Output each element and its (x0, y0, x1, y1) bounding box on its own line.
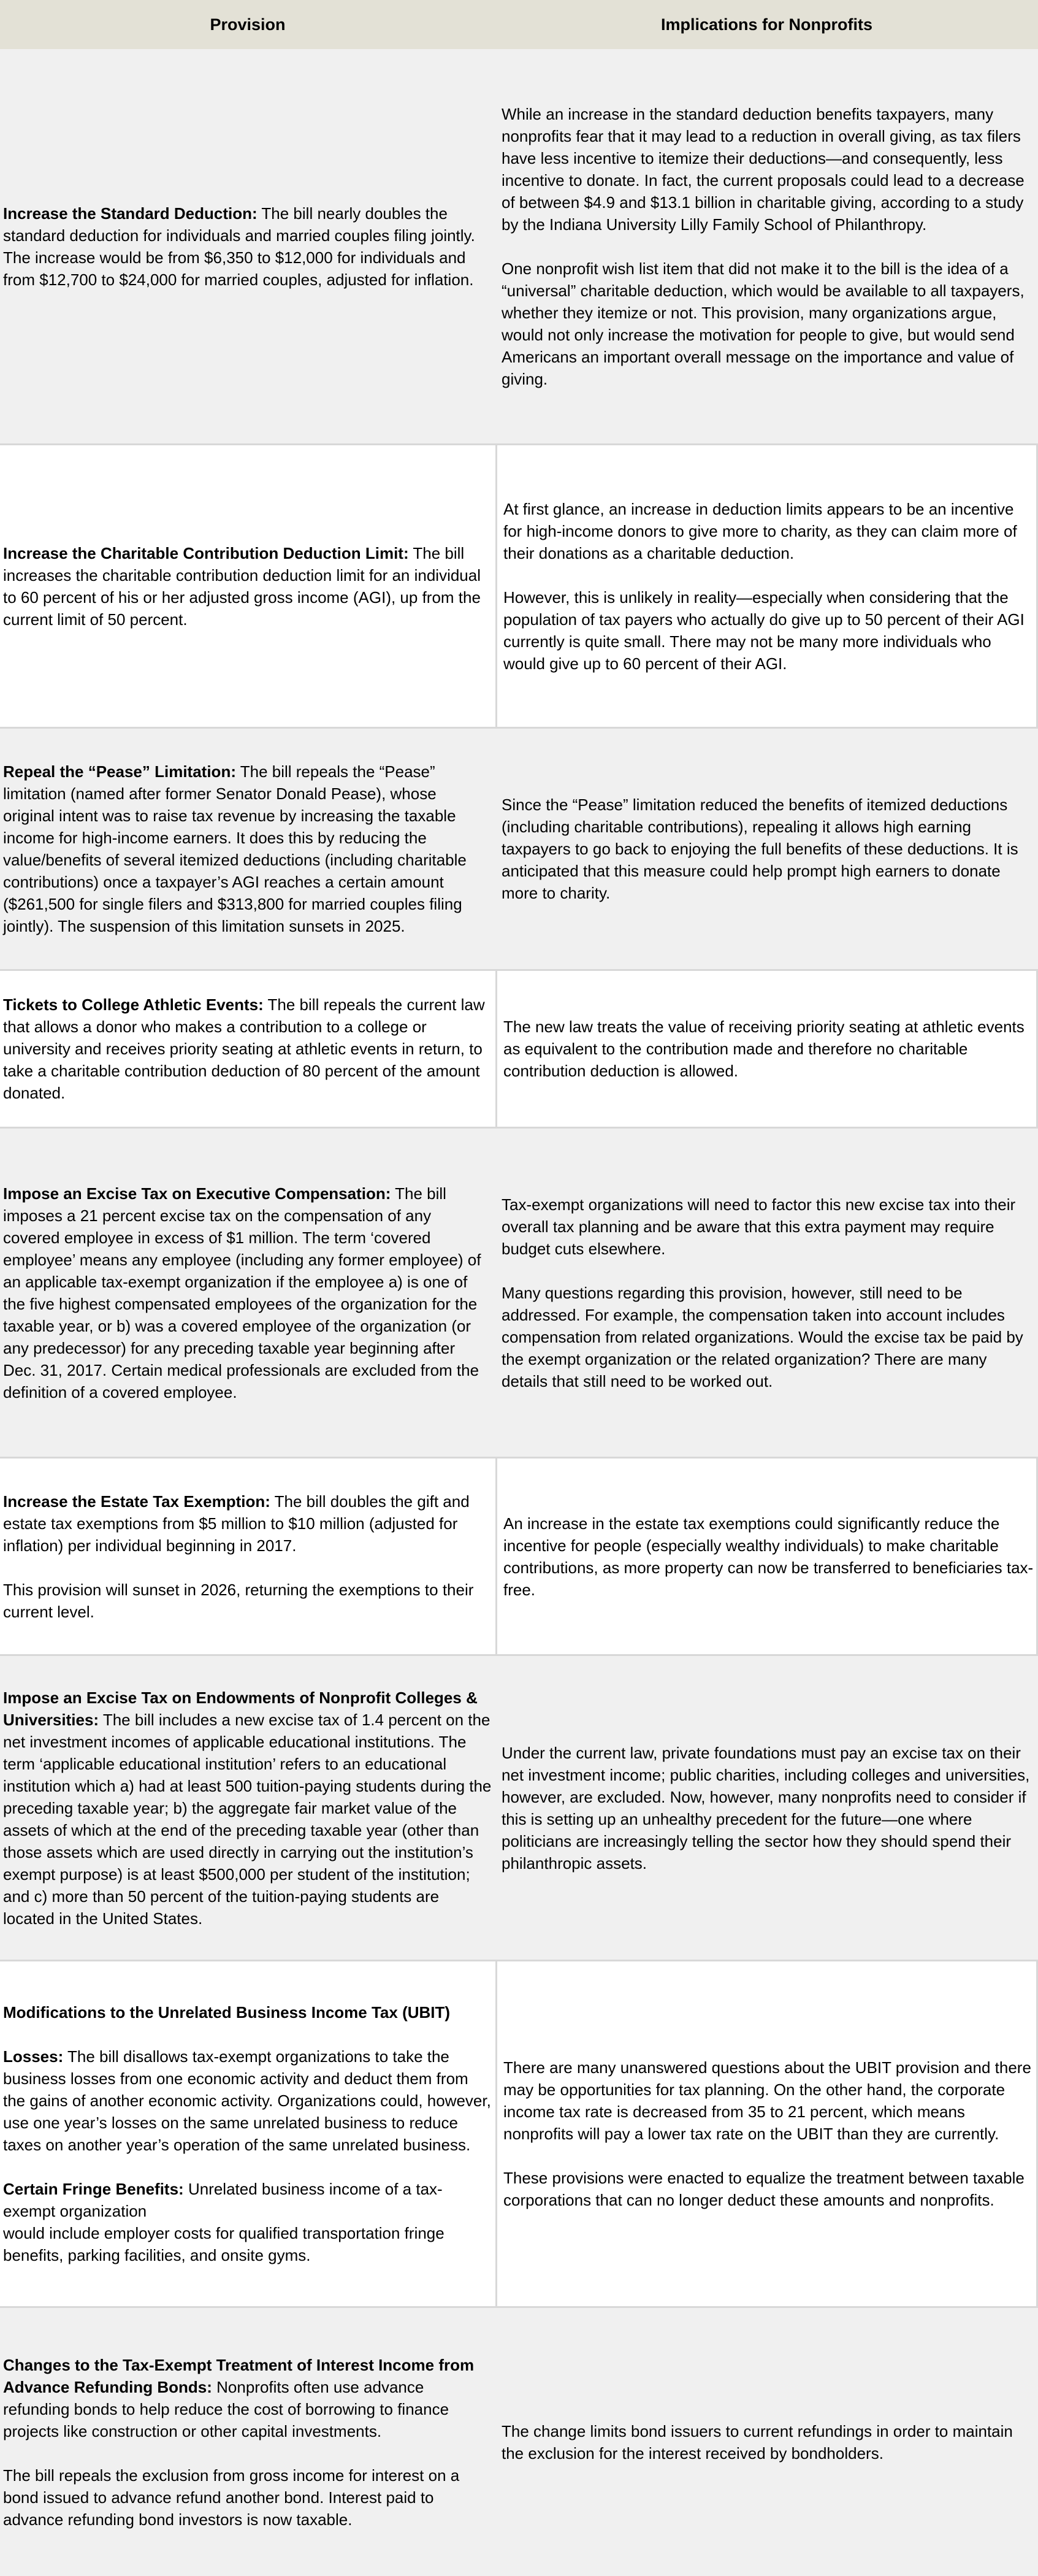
table-row (0, 969, 1038, 1129)
provision-cell (0, 971, 495, 1127)
implications-cell (495, 49, 1038, 443)
implications-column-header: Implications for Nonprofits (660, 15, 872, 34)
provision-column-header: Provision (210, 15, 286, 34)
provision-cell (0, 1129, 495, 1457)
table-row (0, 1129, 1038, 1457)
provision-title: Impose an Excise Tax on Executive Compensation: (3, 1184, 391, 1203)
implications-cell (495, 445, 1038, 727)
losses-title: Losses: (3, 2047, 64, 2066)
table-row (0, 443, 1038, 729)
provision-text: The bill repeals the current law that allows a donor who makes a contribution to a college or university and receives priority seating at athletic events in return, to take a charitable contribution deduction of 80 percent of the amount donated. (3, 995, 485, 1102)
implications-paragraph: These provisions were enacted to equalize the treatment between taxable corporations that can no longer deduct these amounts and nonprofits. (503, 2169, 1025, 2209)
provision-text: The bill disallows tax-exempt organizations to take the business losses from one economic activity and deduct them from the gains of another economic activity. Organizations could, however, use one year’s losses on the same unrelated business to reduce taxes on another year’s operation of the same unrelated business. (3, 2047, 491, 2154)
table-row (0, 729, 1038, 969)
provision-cell (0, 729, 495, 969)
implications-cell (495, 1459, 1038, 1654)
implications-cell (495, 971, 1038, 1127)
provision-title: Tickets to College Athletic Events: (3, 995, 264, 1014)
implications-cell (495, 1656, 1038, 1960)
provision-title: Modifications to the Unrelated Business Income Tax (UBIT) (3, 2003, 451, 2022)
implications-paragraph: Since the “Pease” limitation reduced the benefits of itemized deductions (including charitable contributions), repealing it allows high earning taxpayers to go back to enjoying the full benefits of these deductions. It is anticipated that this measure could help prompt high earners to donate more to charity. (502, 795, 1018, 902)
provision-cell (0, 1656, 495, 1960)
table-header (0, 0, 1038, 49)
table-row (0, 1457, 1038, 1656)
table-row (0, 1656, 1038, 1960)
implications-paragraph: The change limits bond issuers to current refundings in order to maintain the exclusion for the interest received by bondholders. (502, 2421, 1013, 2463)
provision-text: The bill imposes a 21 percent excise tax on the compensation of any covered employee in excess of $1 million. The term ‘covered employee’ means any employee (including any former employee) of an applicable tax-exempt organization if the employee a) is one of the five highest compensated employees of the organization for the taxable year, or b) was a covered employee of the organization (or any predecessor) for any preceding taxable year beginning after Dec. 31, 2017. Certain medical professionals are excluded from the definition of a covered employee. (3, 1184, 481, 1401)
implications-paragraph: There are many unanswered questions about the UBIT provision and there may be opportunities for tax planning. On the other hand, the corporate income tax rate is decreased from 35 to 21 percent, which means nonprofits will pay a lower tax rate on the UBIT than they are currently. (503, 2058, 1031, 2143)
implications-cell (495, 1129, 1038, 1457)
provision-title: Increase the Estate Tax Exemption: (3, 1492, 270, 1511)
provision-text: Unrelated business income of a tax-exempt organization (3, 2180, 443, 2220)
table-row (0, 1960, 1038, 2308)
provision-text: The bill repeals the “Pease” limitation (named after former Senator Donald Pease), whose original intent was to raise tax revenue by increasing the taxable income for high-income earners. It does this by reducing the value/benefits of several itemized deductions (including charitable contributions) once a taxpayer’s AGI reaches a certain amount ($261,500 for single filers and $313,800 for married couples filing jointly). The suspension of this limitation sunsets in 2025. (3, 762, 467, 935)
provision-text: The bill nearly doubles the standard deduction for individuals and married couples filing jointly. The increase would be from $6,350 to $12,000 for individuals and from $12,700 to $24,000 for married couples, adjusted for inflation. (3, 204, 475, 289)
provision-cell (0, 1961, 495, 2306)
provision-text: The bill increases the charitable contribution deduction limit for an individual to 60 percent of his or her adjusted gross income (AGI), up from the current limit of 50 percent. (3, 543, 481, 629)
implications-paragraph: While an increase in the standard deduction benefits taxpayers, many nonprofits fear that it may lead to a reduction in overall giving, as tax filers have less incentive to itemize their deductions—and consequently, less incentive to donate. In fact, the current proposals could lead to a decrease of between $4.9 and $13.1 billion in charitable giving, according to a study by the Indiana University Lilly Family School of Philanthropy. (502, 104, 1025, 234)
provision-title: Repeal the “Pease” Limitation: (3, 762, 236, 781)
provision-cell (0, 49, 495, 443)
provision-text: The bill doubles the gift and estate tax exemptions from $5 million to $10 million (adjusted for inflation) per individual beginning in 2017. (3, 1492, 470, 1555)
provision-title: Increase the Standard Deduction: (3, 204, 258, 223)
fringe-benefits-title: Certain Fringe Benefits: (3, 2180, 184, 2198)
implications-cell (495, 729, 1038, 969)
implications-paragraph: However, this is unlikely in reality—especially when considering that the population of tax payers who actually do give up to 50 percent of their AGI currently is quite small. There may not be many more individuals who would give up to 60 percent of their AGI. (503, 588, 1025, 673)
provision-cell (0, 445, 495, 727)
implications-cell (495, 1961, 1038, 2306)
provision-title: Impose an Excise Tax on Endowments of Nonprofit Colleges & Universities: (3, 1688, 478, 1729)
implications-paragraph: Many questions regarding this provision, however, still need to be addressed. For example, the compensation taken into account includes compensation from related organizations. Would the excise tax be paid by the exempt organization or the related organization? There are many details that still need to be worked out. (502, 1283, 1023, 1390)
provision-text: Nonprofits often use advance refunding bonds to help reduce the cost of borrowing to finance projects like construction or other capital investments. (3, 2377, 449, 2440)
implications-paragraph: Tax-exempt organizations will need to factor this new excise tax into their overall tax planning and be aware that this extra payment may require budget cuts elsewhere. (502, 1195, 1016, 1258)
implications-paragraph: At first glance, an increase in deduction limits appears to be an incentive for high-income donors to give more to charity, as they can claim more of their donations as a charitable deduction. (503, 499, 1017, 562)
provision-text: The bill repeals the exclusion from gross income for interest on a bond issued to advance refund another bond. Interest paid to advance refunding bond investors is now taxable. (3, 2466, 460, 2529)
table-row (0, 2308, 1038, 2576)
implications-paragraph: The new law treats the value of receiving priority seating at athletic events as equivalent to the contribution made and therefore no charitable contribution deduction is allowed. (503, 1018, 1025, 1080)
implications-paragraph: An increase in the estate tax exemptions could significantly reduce the incentive for people (especially wealthy individuals) to make charitable contributions, as more property can now be transferred to beneficiaries tax-free. (503, 1514, 1034, 1599)
provision-text: This provision will sunset in 2026, returning the exemptions to their current level. (3, 1580, 474, 1621)
implications-cell (495, 2308, 1038, 2576)
provision-text: The bill includes a new excise tax of 1.4 percent on the net investment incomes of applicable educational institutions. The term ‘applicable educational institution’ refers to an educational institution which a) had at least 500 tuition-paying students during the preceding taxable year; b) the aggregate fair market value of the assets of which at the end of the preceding taxable year (other than those assets which are used directly in carrying out the institution’s exempt purpose) is at least $500,000 per student of the institution; and c) more than 50 percent of the tuition-paying students are located in the United States. (3, 1710, 492, 1928)
provision-cell (0, 2308, 495, 2576)
implications-paragraph: Under the current law, private foundations must pay an excise tax on their net investment income; public charities, including colleges and universities, however, are excluded. Now, however, many nonprofits need to consider if this is setting up an unhealthy precedent for the future—one where politicians are increasingly telling the sector how they should spend their philanthropic assets. (502, 1743, 1030, 1873)
provision-title: Changes to the Tax-Exempt Treatment of Interest Income from Advance Refunding Bonds: (3, 2355, 475, 2396)
provision-cell (0, 1459, 495, 1654)
implications-paragraph: One nonprofit wish list item that did not make it to the bill is the idea of a “universal” charitable deduction, which would be available to all taxpayers, whether they itemize or not. This provision, many organizations argue, would not only increase the motivation for people to give, but would send Americans an important overall message on the importance and value of giving. (502, 259, 1025, 388)
table-row (0, 49, 1038, 443)
provision-title: Increase the Charitable Contribution Deduction Limit: (3, 543, 409, 562)
provision-text: would include employer costs for qualified transportation fringe benefits, parking facilities, and onsite gyms. (3, 2224, 445, 2264)
